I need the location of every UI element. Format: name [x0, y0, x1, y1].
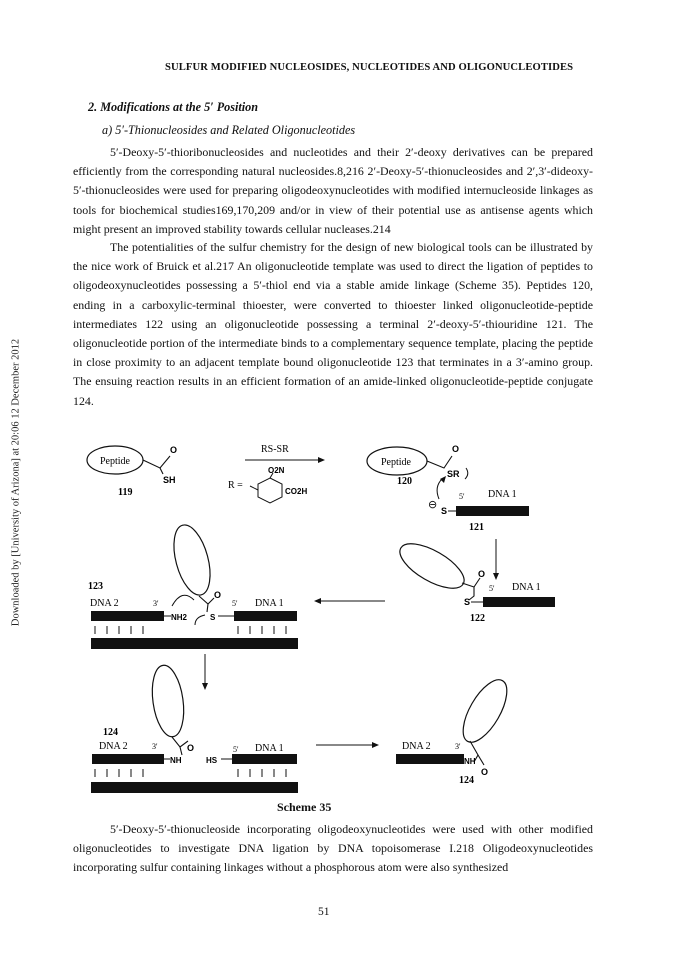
hs-label: HS	[206, 756, 218, 765]
dna2-label-124b: DNA 2	[402, 741, 431, 752]
o-label-123: O	[214, 590, 222, 600]
compound-number-122: 122	[470, 613, 485, 624]
subsection-heading: a) 5′-Thionucleosides and Related Oligonucleotides	[102, 123, 356, 137]
nh-label-124a: NH	[170, 756, 182, 765]
compound-number-124b: 124	[459, 775, 474, 786]
nh-label-124b: NH	[464, 757, 476, 766]
download-watermark: Downloaded by [University of Arizona] at 20:06 12 December 2012	[10, 338, 22, 627]
thiolate-charge: ⊖	[428, 499, 438, 511]
dna2-label-124a: DNA 2	[99, 741, 128, 752]
s-label-121: S	[441, 506, 448, 516]
o-label-124b: O	[481, 767, 489, 777]
three-prime-123: 3'	[153, 599, 159, 608]
reagent-label: RS-SR	[261, 444, 289, 455]
compound-124-released	[396, 673, 515, 786]
five-prime-124a: 5'	[233, 745, 239, 754]
three-prime-124a: 3'	[152, 742, 158, 751]
five-prime-121: 5'	[459, 492, 465, 501]
dna1-label-124a: DNA 1	[255, 743, 284, 754]
o-label-124a: O	[187, 743, 195, 753]
three-prime-124b: 3'	[455, 742, 461, 751]
compound-122	[393, 535, 555, 624]
compound-120	[367, 444, 468, 499]
compound-number-121: 121	[469, 522, 484, 533]
running-head: SULFUR MODIFIED NUCLEOSIDES, NUCLEOTIDES AND OLIGONUCLEOTIDES	[165, 62, 574, 73]
dna1-label-121: DNA 1	[488, 489, 517, 500]
paragraph-3: 5′-Deoxy-5′-thionucleoside incorporating oligodeoxynucleotides were used with other modified oligonucleotides to investigate DNA ligation by DNA topoisomerase I.218 Oligodeoxynucleotides incorporating sulfur containing linkages without a phosphorous atom were also synthesized	[73, 822, 593, 875]
reagent-arrow	[228, 444, 325, 503]
compound-number-123: 123	[88, 581, 103, 592]
o-label-120: O	[452, 444, 460, 454]
s-label-122: S	[464, 597, 471, 607]
co2h-label: CO2H	[285, 487, 308, 496]
compound-119	[87, 445, 177, 498]
nh2-label: NH2	[171, 613, 188, 622]
paragraph-2: The potentialities of the sulfur chemistry for the design of new biological tools can be illustrated by the nice work of Bruick et al.217 An oligonucleotide template was used to direct the ligation of peptides to oligodeoxynucleotides possessing a 5′-thiol end via a stable amide linkage (Scheme 35). Peptides 120, ending in a carboxylic-terminal thioester, were converted to thioester linked oligonucleotide-peptide intermediates 122 using an oligonucleotide possessing a terminal 2′-deoxy-5′-thiouridine 121. The oligonucleotide portion of the intermediate binds to a complementary sequence template, placing the peptide in close proximity to an adjacent template bound oligonucleotide 123 that terminates in a 3′-amino group. The ensuing reaction results in an efficient formation of an amide-linked oligonucleotide-peptide conjugate 124.	[73, 240, 593, 408]
peptide-label-120: Peptide	[381, 457, 411, 468]
o2n-label: O2N	[268, 466, 285, 475]
dna2-label-123: DNA 2	[90, 598, 119, 609]
compound-number-120: 120	[397, 476, 412, 487]
five-prime-122: 5'	[489, 584, 495, 593]
r-equals-label: R =	[228, 480, 243, 491]
o-label-119: O	[170, 445, 178, 455]
scheme-caption: Scheme 35	[277, 800, 332, 814]
compound-number-124a: 124	[103, 727, 118, 738]
five-prime-123: 5'	[232, 599, 238, 608]
dna1-label-123: DNA 1	[255, 598, 284, 609]
o-label-122: O	[478, 569, 486, 579]
page-number: 51	[318, 906, 330, 918]
s-label-123: S	[210, 613, 216, 622]
compound-124-on-template	[91, 663, 298, 793]
paragraph-1: 5′-Deoxy-5′-thioribonucleosides and nucleotides and their 2′-deoxy derivatives can be prepared efficiently from the corresponding natural nucleosides.8,216 2′-Deoxy-5′-thionucleosides and 2′,3′-dideoxy-5′-thionucleosides were used for preparing oligodeoxynucleotides with modified internucleoside linkages as tools for biochemical studies169,170,209 and/or in view of their potential use as antisense agents which might present an improved stability towards cellular nucleases.214	[73, 145, 593, 236]
compound-number-119: 119	[118, 487, 133, 498]
sr-label-120: SR	[447, 469, 460, 479]
section-heading: 2. Modifications at the 5′ Position	[88, 100, 259, 114]
compound-123-complex	[88, 521, 298, 649]
peptide-label-119: Peptide	[100, 456, 130, 467]
compound-121	[428, 489, 529, 533]
sh-label-119: SH	[163, 475, 176, 485]
dna1-label-122: DNA 1	[512, 582, 541, 593]
